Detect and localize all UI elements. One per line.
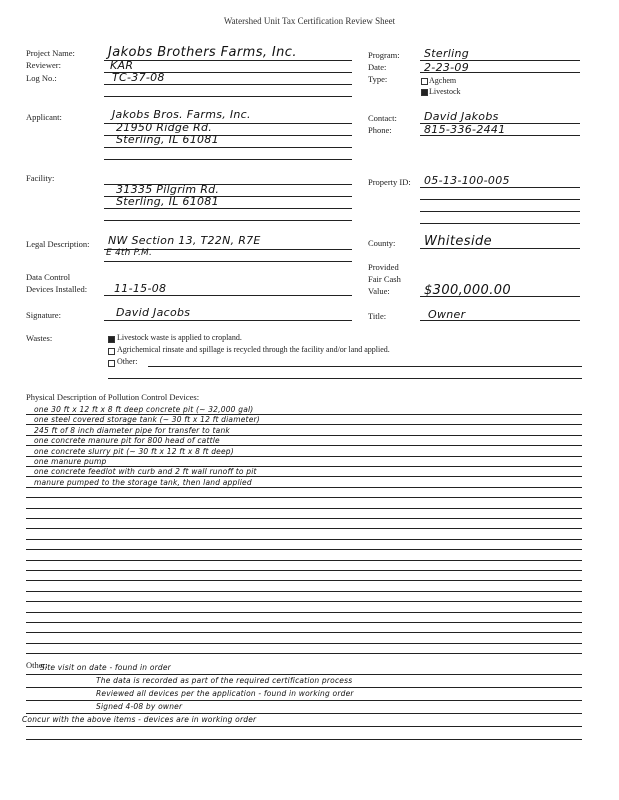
project-name-label: Project Name: (26, 48, 75, 58)
other-ruled-line (26, 674, 582, 675)
program-label: Program: (368, 50, 400, 60)
other-section-entry: The data is recorded as part of the required certification process (96, 676, 353, 685)
physical-description-entry: one steel covered storage tank (~ 30 ft x 12 ft diameter) (34, 415, 260, 425)
facility-label: Facility: (26, 173, 55, 183)
devices-installed-line (104, 295, 352, 296)
physical-description-entry: one manure pump (34, 457, 107, 466)
other-section-entry: Concur with the above items - devices are in working order (22, 715, 257, 724)
agchem-checkbox[interactable] (421, 78, 428, 85)
other-waste-line-1 (148, 366, 582, 367)
property-id-line-4 (420, 223, 580, 224)
physical-description-entry: one concrete feedlot with curb and 2 ft wall runoff to pit (34, 467, 257, 477)
livestock-waste-checkbox[interactable] (108, 336, 115, 343)
document-title: Watershed Unit Tax Certification Review Sheet (223, 16, 396, 26)
reviewer-value: KAR (110, 59, 134, 72)
contact-value: David Jakobs (424, 110, 499, 123)
physical-ruled-line (26, 518, 582, 519)
county-label: County: (368, 238, 396, 248)
project-name-line (104, 60, 352, 61)
phone-label: Phone: (368, 125, 392, 135)
physical-ruled-line (26, 632, 582, 633)
title-value: Owner (428, 308, 466, 321)
legal-description-value-2: E 4th P.M. (106, 248, 153, 258)
fair-cash-value: $300,000.00 (424, 283, 512, 298)
legal-description-value-1: NW Section 13, T22N, R7E (108, 234, 261, 247)
physical-ruled-line (26, 497, 582, 498)
livestock-option-label: Livestock (429, 87, 461, 96)
physical-ruled-line (26, 591, 582, 592)
applicant-street-value: 21950 Ridge Rd. (116, 121, 213, 134)
physical-description-entry: manure pumped to the storage tank, then land applied (34, 477, 252, 487)
log-no-label: Log No.: (26, 73, 57, 83)
title-label: Title: (368, 311, 387, 321)
physical-ruled-line (26, 580, 582, 581)
physical-ruled-line (26, 643, 582, 644)
other-section-entry: Signed 4-08 by owner (96, 702, 183, 711)
reviewer-label: Reviewer: (26, 60, 61, 70)
other-waste-label: Other: (117, 357, 138, 366)
physical-description-entry: one concrete manure pit for 800 head of cattle (34, 436, 220, 446)
contact-label: Contact: (368, 113, 397, 123)
physical-ruled-line (26, 570, 582, 571)
facility-line-4 (104, 220, 352, 221)
other-ruled-line (26, 713, 582, 714)
applicant-line-4 (104, 159, 352, 160)
type-label: Type: (368, 74, 388, 84)
physical-ruled-line (26, 456, 582, 457)
livestock-checkbox[interactable] (421, 89, 428, 96)
physical-description-entry: one concrete slurry pit (~ 30 ft x 12 ft x 8 ft deep) (34, 446, 234, 456)
property-id-value: 05-13-100-005 (424, 174, 510, 187)
physical-ruled-line (26, 560, 582, 561)
other-ruled-line (26, 687, 582, 688)
physical-description-entry: 245 ft of 8 inch diameter pipe for transfer to tank (34, 425, 230, 435)
physical-ruled-line (26, 549, 582, 550)
signature-value: David Jacobs (116, 306, 191, 319)
signature-label: Signature: (26, 310, 61, 320)
physical-ruled-line (26, 508, 582, 509)
project-name-value: Jakobs Brothers Farms, Inc. (108, 45, 297, 60)
property-id-line-3 (420, 211, 580, 212)
legal-line-2 (104, 261, 352, 262)
property-id-line-1 (420, 187, 580, 188)
date-value: 2-23-09 (424, 61, 470, 74)
value-label: Value: (368, 286, 390, 296)
other-waste-line-2 (108, 378, 582, 379)
log-no-line (104, 84, 352, 85)
agchem-option-label: Agchem (429, 76, 457, 85)
county-value: Whiteside (424, 234, 493, 249)
property-id-label: Property ID: (368, 177, 411, 187)
provided-label: Provided (368, 262, 399, 272)
applicant-name-value: Jakobs Bros. Farms, Inc. (112, 108, 251, 121)
blank-line (104, 96, 352, 97)
other-ruled-line (26, 726, 582, 727)
legal-description-label: Legal Description: (26, 239, 90, 249)
physical-ruled-line (26, 622, 582, 623)
physical-ruled-line (26, 539, 582, 540)
devices-installed-label: Devices Installed: (26, 284, 88, 294)
other-waste-checkbox[interactable] (108, 360, 115, 367)
physical-ruled-line (26, 653, 582, 654)
log-no-value: TC-37-08 (112, 71, 165, 84)
other-section-entry: Site visit on date - found in order (40, 663, 171, 672)
applicant-city-value: Sterling, IL 61081 (116, 133, 219, 146)
fair-cash-label: Fair Cash (368, 274, 401, 284)
phone-value: 815-336-2441 (424, 123, 506, 136)
data-control-label: Data Control (26, 272, 71, 282)
facility-city-value: Sterling, IL 61081 (116, 195, 219, 208)
wastes-label: Wastes: (26, 333, 53, 343)
other-ruled-line (26, 739, 582, 740)
other-section-entry: Reviewed all devices per the application - found in working order (96, 689, 354, 698)
property-id-line-2 (420, 199, 580, 200)
facility-street-value: 31335 Pilgrim Rd. (116, 183, 220, 196)
signature-line (104, 320, 352, 321)
other-ruled-line (26, 700, 582, 701)
livestock-waste-label: Livestock waste is applied to cropland. (117, 333, 242, 342)
physical-ruled-line (26, 528, 582, 529)
applicant-line-3 (104, 147, 352, 148)
date-label: Date: (368, 62, 387, 72)
agrichemical-waste-checkbox[interactable] (108, 348, 115, 355)
physical-description-label: Physical Description of Pollution Control Devices: (26, 392, 200, 402)
other-section-label: Other: (26, 660, 48, 670)
facility-line-3 (104, 208, 352, 209)
program-value: Sterling (424, 47, 470, 60)
physical-ruled-line (26, 601, 582, 602)
physical-description-entry: one 30 ft x 12 ft x 8 ft deep concrete pit (~ 32,000 gal) (34, 405, 254, 414)
agrichemical-waste-label: Agrichemical rinsate and spillage is recycled through the facility and/or land applied. (117, 345, 390, 354)
applicant-label: Applicant: (26, 112, 62, 122)
devices-installed-value: 11-15-08 (114, 282, 167, 295)
physical-ruled-line (26, 487, 582, 488)
physical-ruled-line (26, 612, 582, 613)
